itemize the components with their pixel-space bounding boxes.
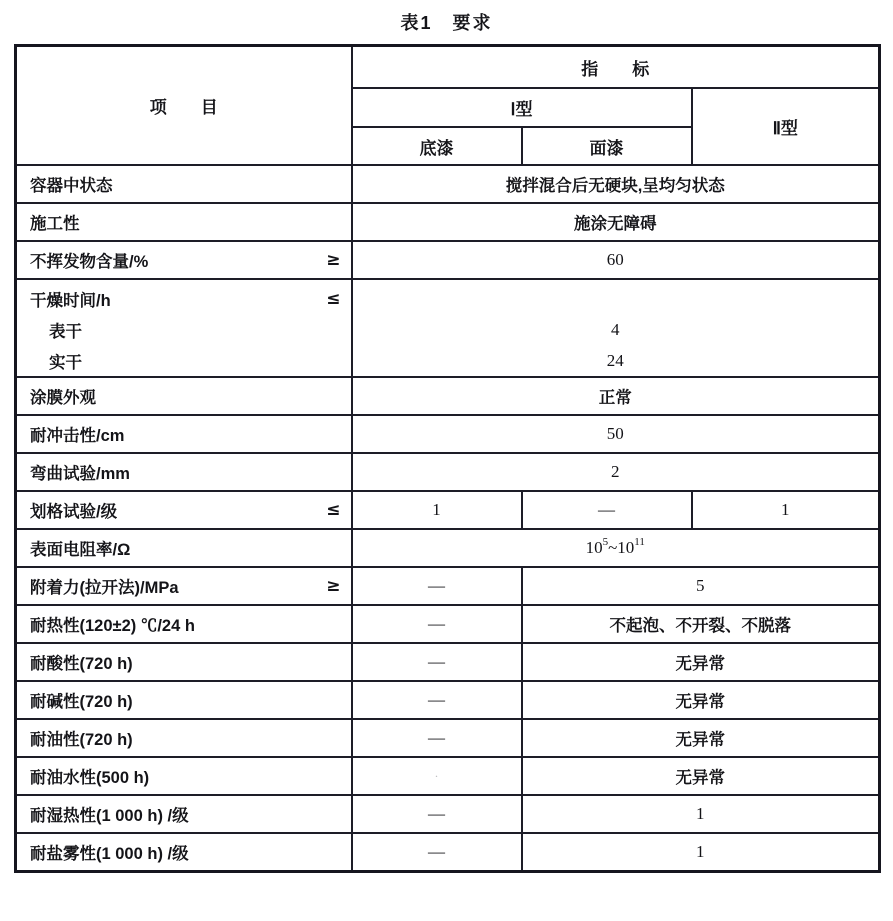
less-equal-symbol: ≤ — [326, 500, 341, 520]
primer-value: · — [352, 757, 522, 795]
sub-value-surface-dry: 4 — [611, 319, 620, 339]
primer-value: — — [352, 681, 522, 719]
resistivity-exponent2: 11 — [634, 536, 645, 549]
row-label-cell — [16, 453, 352, 491]
rest-value: 1 — [522, 795, 880, 833]
row-label-cell — [16, 681, 352, 719]
row-label: 表面电阻率/Ω — [30, 541, 131, 559]
header-index: 指 标 — [352, 46, 880, 89]
row-label-cell — [16, 757, 352, 795]
table-row-film-appearance — [16, 377, 880, 415]
table-row-heat — [16, 605, 880, 643]
table-row-salt-spray — [16, 833, 880, 872]
primer-value: — — [352, 795, 522, 833]
resistivity-exponent1: 5 — [602, 536, 609, 549]
row-label: 耐热性(120±2) ℃/24 h — [30, 617, 195, 635]
row-label-cell — [16, 415, 352, 453]
header-row-1 — [16, 46, 880, 89]
row-label-cell — [16, 643, 352, 681]
row-label-cell — [16, 605, 352, 643]
row-label-cell — [16, 203, 352, 241]
primer-value: — — [352, 643, 522, 681]
header-primer: 底漆 — [352, 127, 522, 165]
rest-value: 无异常 — [522, 643, 880, 681]
requirements-table — [14, 44, 881, 873]
less-equal-symbol: ≤ — [326, 288, 341, 309]
rest-value: 5 — [522, 567, 880, 605]
row-value — [352, 529, 880, 567]
row-label: 耐酸性(720 h) — [30, 655, 133, 673]
greater-equal-symbol: ≥ — [326, 250, 341, 270]
sub-label-hard-dry: 实干 — [49, 353, 82, 372]
table-row-humidity-heat — [16, 795, 880, 833]
resistivity-base2: ~10 — [608, 538, 635, 557]
row-label: 耐冲击性/cm — [30, 427, 125, 445]
topcoat-value: — — [522, 491, 692, 529]
row-label: 耐油性(720 h) — [30, 731, 133, 749]
table-row-impact — [16, 415, 880, 453]
row-value-cell — [352, 279, 880, 377]
row-label-cell — [16, 833, 352, 872]
table-title: 表1 要求 — [400, 13, 493, 33]
table-row-oil-water — [16, 757, 880, 795]
row-label-cell — [16, 279, 352, 377]
primer-value: — — [352, 833, 522, 872]
header-type2: Ⅱ型 — [692, 88, 880, 165]
rest-value: 不起泡、不开裂、不脱落 — [522, 605, 880, 643]
row-label: 附着力(拉开法)/MPa — [30, 579, 179, 597]
row-label-cell — [16, 377, 352, 415]
greater-equal-symbol: ≥ — [326, 576, 341, 596]
row-value: 2 — [352, 453, 880, 491]
table-row-workability — [16, 203, 880, 241]
rest-value: 无异常 — [522, 681, 880, 719]
row-label: 涂膜外观 — [30, 389, 96, 407]
row-label-cell — [16, 241, 352, 279]
table-row-alkali — [16, 681, 880, 719]
row-value: 搅拌混合后无硬块,呈均匀状态 — [352, 165, 880, 203]
primer-value: — — [352, 605, 522, 643]
sub-value-hard-dry: 24 — [606, 350, 624, 370]
row-label: 耐油水性(500 h) — [30, 769, 150, 787]
row-label: 弯曲试验/mm — [30, 465, 130, 483]
table-row-bending — [16, 453, 880, 491]
primer-value: — — [352, 567, 522, 605]
row-label-cell — [16, 491, 352, 529]
header-topcoat: 面漆 — [522, 127, 692, 165]
spacer-line — [353, 280, 879, 314]
table-row-adhesion — [16, 567, 880, 605]
header-type1: Ⅰ型 — [352, 88, 692, 127]
row-label-cell — [16, 529, 352, 567]
rest-value: 无异常 — [522, 757, 880, 795]
table-row-nonvolatile — [16, 241, 880, 279]
primer-value: — — [352, 719, 522, 757]
rest-value: 无异常 — [522, 719, 880, 757]
resistivity-base1: 10 — [585, 538, 603, 557]
row-label: 耐盐雾性(1 000 h) /级 — [30, 845, 189, 863]
table-row-acid — [16, 643, 880, 681]
row-value: 正常 — [352, 377, 880, 415]
rest-value: 1 — [522, 833, 880, 872]
row-value: 60 — [352, 241, 880, 279]
table-row-oil — [16, 719, 880, 757]
row-label-cell — [16, 719, 352, 757]
row-label: 耐湿热性(1 000 h) /级 — [30, 807, 189, 825]
row-label-cell — [16, 165, 352, 203]
type2-value: 1 — [692, 491, 880, 529]
row-label-cell — [16, 795, 352, 833]
row-label: 划格试验/级 — [30, 503, 118, 521]
table-row-container-state — [16, 165, 880, 203]
primer-value: 1 — [352, 491, 522, 529]
row-value: 50 — [352, 415, 880, 453]
row-label: 施工性 — [30, 215, 80, 233]
header-item: 项 目 — [16, 46, 352, 166]
row-label: 耐碱性(720 h) — [30, 693, 133, 711]
row-label: 干燥时间/h — [30, 291, 111, 310]
sub-label-surface-dry: 表干 — [49, 322, 82, 341]
row-value: 施涂无障碍 — [352, 203, 880, 241]
row-label: 容器中状态 — [30, 177, 113, 195]
table-row-crosscut — [16, 491, 880, 529]
table-row-resistivity — [16, 529, 880, 567]
row-label: 不挥发物含量/% — [30, 253, 149, 271]
table-row-drying-time — [16, 279, 880, 377]
row-label-cell — [16, 567, 352, 605]
